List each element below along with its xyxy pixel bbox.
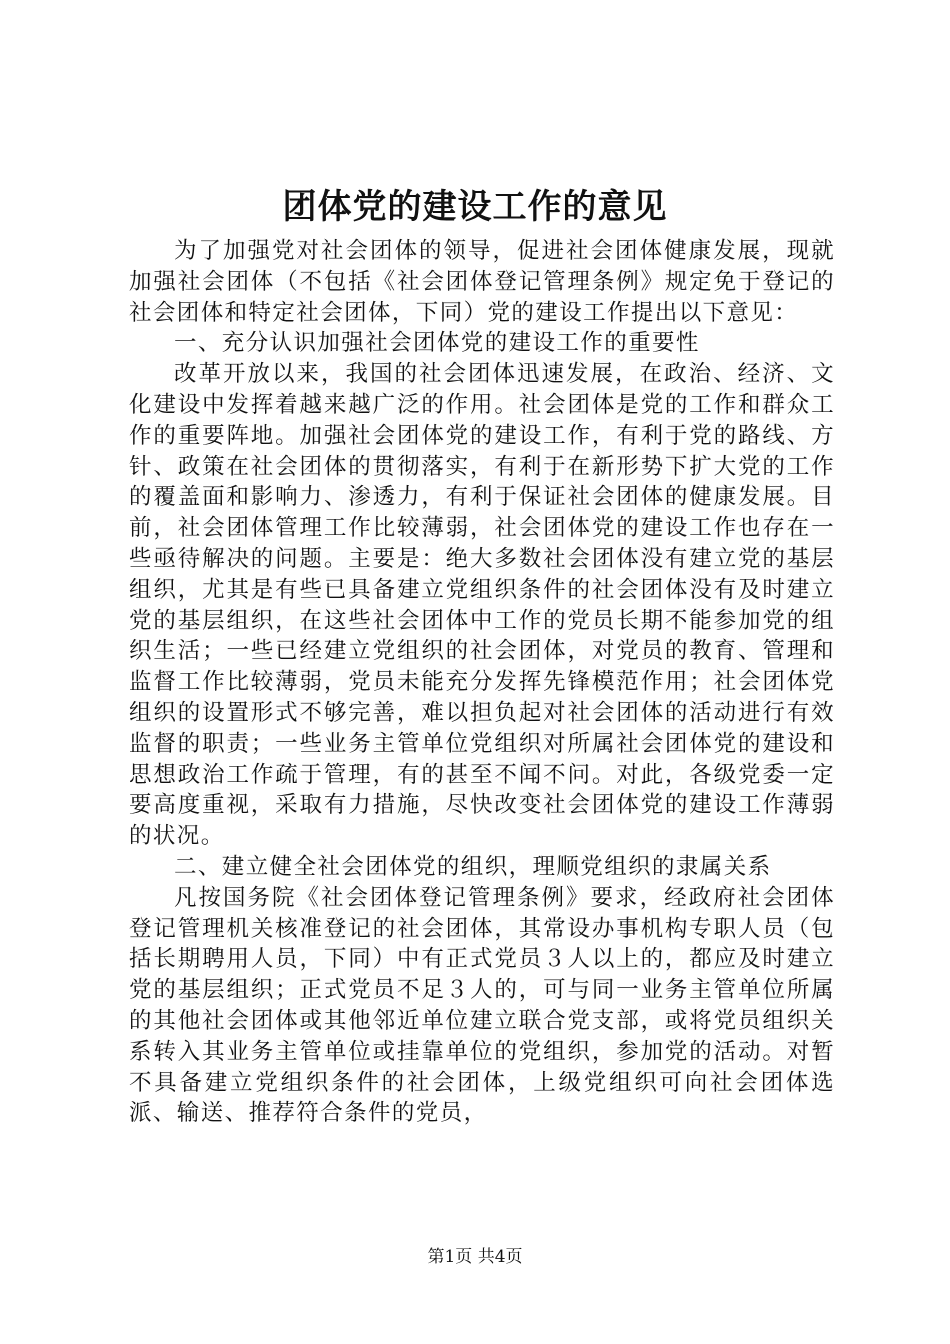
document-title: 团体党的建设工作的意见: [282, 187, 668, 227]
section-heading-2: 二、建立健全社会团体党的组织，理顺党组织的隶属关系: [174, 853, 772, 880]
section-heading-1: 一、充分认识加强社会团体党的建设工作的重要性: [174, 330, 700, 357]
section-1-paragraph: 改革开放以来，我国的社会团体迅速发展，在政治、经济、文化建设中发挥着越来越广泛的作用。社会团体是党的工作和群众工作的重要阵地。加强社会团体党的建设工作，有利于党的路线、方针、政策在社会团体的贯彻落实，有利于在新形势下扩大党的工作的覆盖面和影响力、渗透力，有利于保证社会团体的健康发展。目前，社会团体管理工作比较薄弱，社会团体党的建设工作也存在一些亟待解决的问题。主要是：绝大多数社会团体没有建立党的基层组织，尤其是有些已具备建立党组织条件的社会团体没有及时建立党的基层组织，在这些社会团体中工作的党员长期不能参加党的组织生活；一些已经建立党组织的社会团体，对党员的教育、管理和监督工作比较薄弱，党员未能充分发挥先锋模范作用；社会团体党组织的设置形式不够完善，难以担负起对社会团体的活动进行有效监督的职责；一些业务主管单位党组织对所属社会团体党的建设和思想政治工作疏于管理，有的甚至不闻不问。对此，各级党委一定要高度重视，采取有力措施，尽快改变社会团体党的建设工作薄弱的状况。: [129, 361, 835, 850]
intro-paragraph: 为了加强党对社会团体的领导，促进社会团体健康发展，现就加强社会团体（不包括《社会团体登记管理条例》规定免于登记的社会团体和特定社会团体，下同）党的建设工作提出以下意见：: [129, 238, 835, 326]
document-body: [129, 236, 835, 1129]
page-number-footer: 第1页 共4页: [427, 1247, 523, 1267]
section-2-paragraph: 凡按国务院《社会团体登记管理条例》要求，经政府社会团体登记管理机关核准登记的社会团体，其常设办事机构专职人员（包括长期聘用人员，下同）中有正式党员３人以上的，都应及时建立党的基层组织；正式党员不足３人的，可与同一业务主管单位所属的其他社会团体或其他邻近单位建立联合党支部，或将党员组织关系转入其业务主管单位或挂靠单位的党组织，参加党的活动。对暂不具备建立党组织条件的社会团体，上级党组织可向社会团体选派、输送、推荐符合条件的党员，: [129, 884, 835, 1127]
